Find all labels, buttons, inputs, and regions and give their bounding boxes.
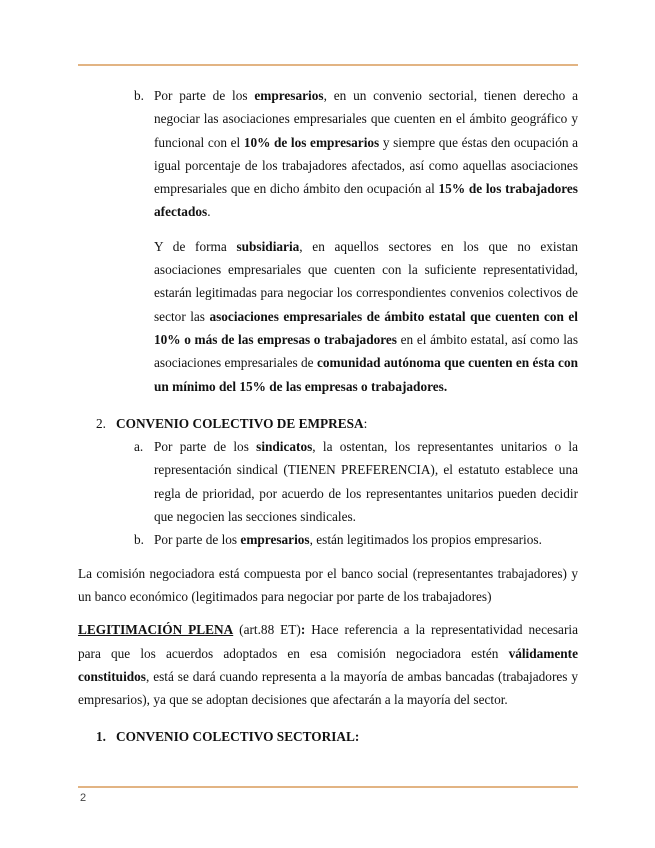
legitimacion-paragraph: LEGITIMACIÓN PLENA (art.88 ET): Hace referencia a la representatividad necesaria para que los acuerdos adoptados en esa comisión negociadora estén válidamente constituidos, está se dará cuando representa a la mayoría de ambas bancadas (trabajadores y empresarios), ya que se adoptan decisiones que afectarán a la mayoría del sector.: [78, 622, 578, 708]
list-item-b-empresarios-empresa: b. Por parte de los empresarios, están legitimados los propios empresarios.: [78, 528, 578, 551]
comision-paragraph: La comisión negociadora está compuesta por el banco social (representantes trabajadores) y un banco económico (legitimados para negociar por parte de los trabajadores): [78, 565, 578, 604]
list-item-a-sindicatos: a. Por parte de los sindicatos, la ostentan, los representantes unitarios o la representación sindical (TIENEN PREFERENCIA), el estatuto establece una regla de prioridad, por acuerdo de los representantes unitarios pueden decidir que negocien las secciones sindicales.: [78, 435, 578, 528]
list-item-b-empresarios-sectorial: b. Por parte de los empresarios, en un convenio sectorial, tienen derecho a negociar las asociaciones empresariales que cuenten en el ámbito geográfico y funcional con el 10% de los empresarios y siempre que éstas den ocupación a igual porcentaje de los trabajadores afectados, así como aquellas asociaciones empresariales que en dicho ámbito den ocupación al 15% de los trabajadores afectados.: [78, 84, 578, 224]
page-number: 2: [80, 792, 87, 804]
list-marker: a.: [134, 439, 144, 455]
header-rule: [78, 64, 578, 66]
section-heading-convenio-sectorial: 1. CONVENIO COLECTIVO SECTORIAL:: [78, 725, 578, 748]
section-heading-convenio-empresa: 2. CONVENIO COLECTIVO DE EMPRESA:: [78, 412, 578, 435]
list-marker: b.: [134, 532, 144, 548]
list-marker: 2.: [96, 415, 106, 431]
subsidiaria-paragraph: Y de forma subsidiaria, en aquellos sectores en los que no existan asociaciones empresariales que cuenten con la suficiente representatividad, estarán legitimadas para negociar los correspondientes convenios colectivos de sector las asociaciones empresariales de ámbito estatal que cuenten con el 10% o más de las empresas o trabajadores en el ámbito estatal, así como las asociaciones empresariales de comunidad autónoma que cuenten en ésta con un mínimo del 15% de las empresas o trabajadores.: [154, 238, 579, 394]
list-marker: 1.: [96, 729, 106, 745]
list-marker: b.: [134, 88, 144, 103]
document-body: [78, 84, 578, 749]
footer-rule: [78, 786, 578, 788]
